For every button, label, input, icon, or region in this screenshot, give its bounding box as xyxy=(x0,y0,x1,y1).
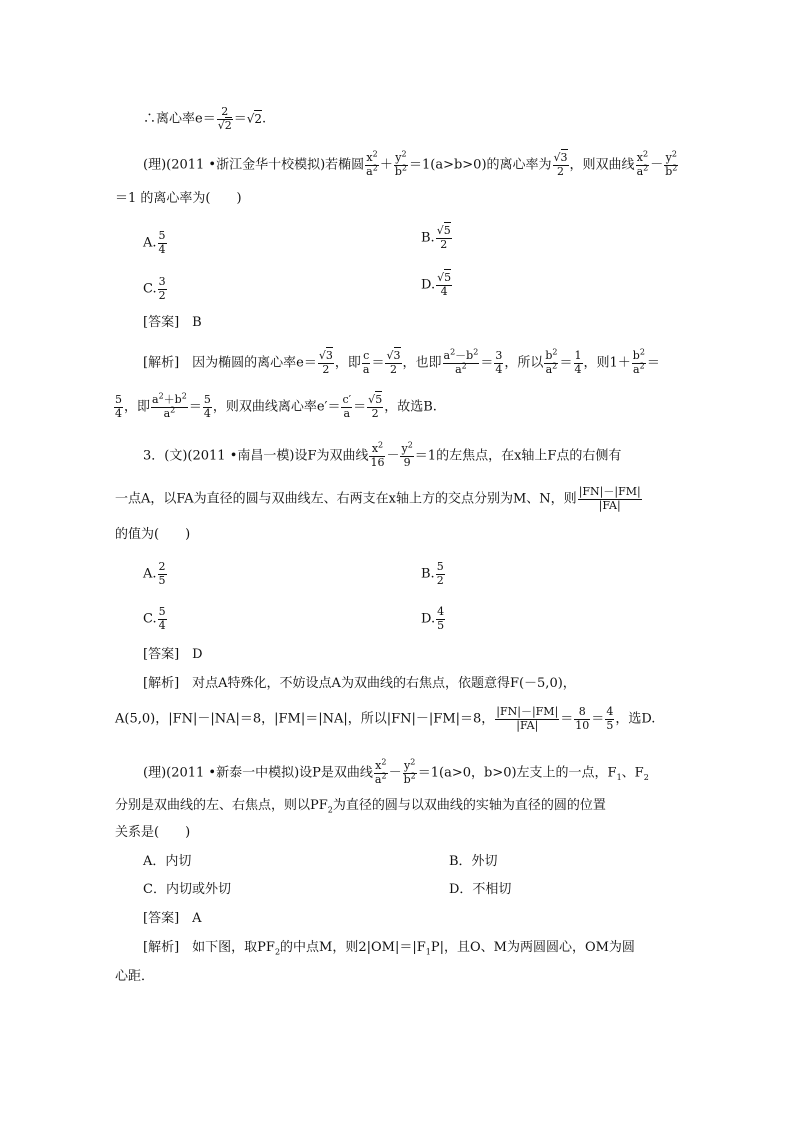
analysis-line-2: $\frac{5}{4}$ ，即 $\frac{a^2+b^2}{a^2}$ ＝ $\frac{5}{4}$ ，则双曲线离心率e′＝ $\frac{c'}{a}$ ＝ $\frac{√5}{2}$ ，故选B. xyxy=(115,391,437,420)
option-b[interactable]: B. $\frac{√5}{2}$ xyxy=(421,224,451,251)
option-d[interactable]: D. $\frac{√5}{4}$ xyxy=(421,271,452,298)
answer-line: [答案] A xyxy=(143,911,202,926)
analysis-line-2: A(5,0)，|FN|－|NA|＝8，|FM|＝|NA|，所以|FN|－|FM|＝8， $\frac{|FN|-|FM|}{|FA|}$ ＝ $\frac{8}{10}$ ＝ $\frac{4}{5}$ ，选D. xyxy=(115,705,656,732)
analysis-line: [解析] 如下图，取$PF_2$的中点M，则$2|OM|=|F_1P|$，且O、M为两圆圆心，OM为圆 xyxy=(143,940,635,957)
fraction: $\frac{2}{√2}$ xyxy=(217,105,232,132)
question-3-stem-cont: 一点A，以FA为直径的圆与双曲线左、右两支在x轴上方的交点分别为M、N，则 $\frac{|FN|-|FM|}{|FA|}$ xyxy=(115,485,641,512)
option-d[interactable]: D．不相切 xyxy=(449,882,512,897)
option-a[interactable]: A. $\frac{2}{5}$ xyxy=(143,560,166,587)
option-a[interactable]: A. $\frac{5}{4}$ xyxy=(143,229,166,256)
question-3-stem-end: 的值为( ) xyxy=(115,527,191,542)
option-b[interactable]: B．外切 xyxy=(449,854,498,869)
option-c[interactable]: C．内切或外切 xyxy=(143,882,231,897)
question-3-stem: 3．(文)(2011 •南昌一模)设F为双曲线 $\frac{x^2}{16}$ － $\frac{y^2}{9}$ ＝1的左焦点，在x轴上F点的右侧有 xyxy=(143,440,622,469)
option-b[interactable]: B. $\frac{5}{2}$ xyxy=(421,560,444,587)
option-c[interactable]: C. $\frac{5}{4}$ xyxy=(143,605,166,632)
option-c[interactable]: C. $\frac{3}{2}$ xyxy=(143,275,166,302)
option-a[interactable]: A．内切 xyxy=(143,854,192,869)
analysis-line: [解析] 因为椭圆的离心率e＝ $\frac{√3}{2}$ ，即 $\frac{c}{a}$ ＝ $\frac{√3}{2}$ ，也即 $\frac{a^2-b^2}{a^2}$ ＝ $\frac{3}{4}$ ，所以 $\frac{b^2}{a^2}$ ＝ $\frac{1}{4}$ ，则1＋ $\frac{b^2}{a^2}$ ＝ xyxy=(143,347,660,376)
question-4-stem: (理)(2011 •新泰一中模拟)设P是双曲线 $\frac{x^2}{a^2}$ － $\frac{y^2}{b^2}$ ＝1(a>0，b>0)左支上的一点，$F_1$、$F_2$ xyxy=(143,757,649,786)
question-4-stem-cont: 分别是双曲线的左、右焦点，则以$PF_2$为直径的圆与以双曲线的实轴为直径的圆的位置 xyxy=(115,798,606,815)
question-2-stem-cont: ＝1 的离心率为( ) xyxy=(115,191,242,206)
answer-line: [答案] B xyxy=(143,315,202,330)
analysis-line-2: 心距． xyxy=(115,969,155,984)
solution-line: ∴离心率e＝ $\frac{2}{√2}$ ＝√2. xyxy=(143,105,267,132)
question-4-stem-end: 关系是( ) xyxy=(115,825,191,840)
analysis-line: [解析] 对点A特殊化，不妨设点A为双曲线的右焦点，依题意得F(－5,0)， xyxy=(143,676,576,691)
answer-line: [答案] D xyxy=(143,647,203,662)
question-2-stem: (理)(2011 •浙江金华十校模拟)若椭圆 $\frac{x^2}{a^2}$ ＋ $\frac{y^2}{b^2}$ ＝1(a>b>0)的离心率为 $\frac{√3}{2}$ ，则双曲线 $\frac{x^2}{a^2}$ － $\frac{y^2}{b^2}$ xyxy=(143,149,678,178)
option-d[interactable]: D. $\frac{4}{5}$ xyxy=(421,605,445,632)
